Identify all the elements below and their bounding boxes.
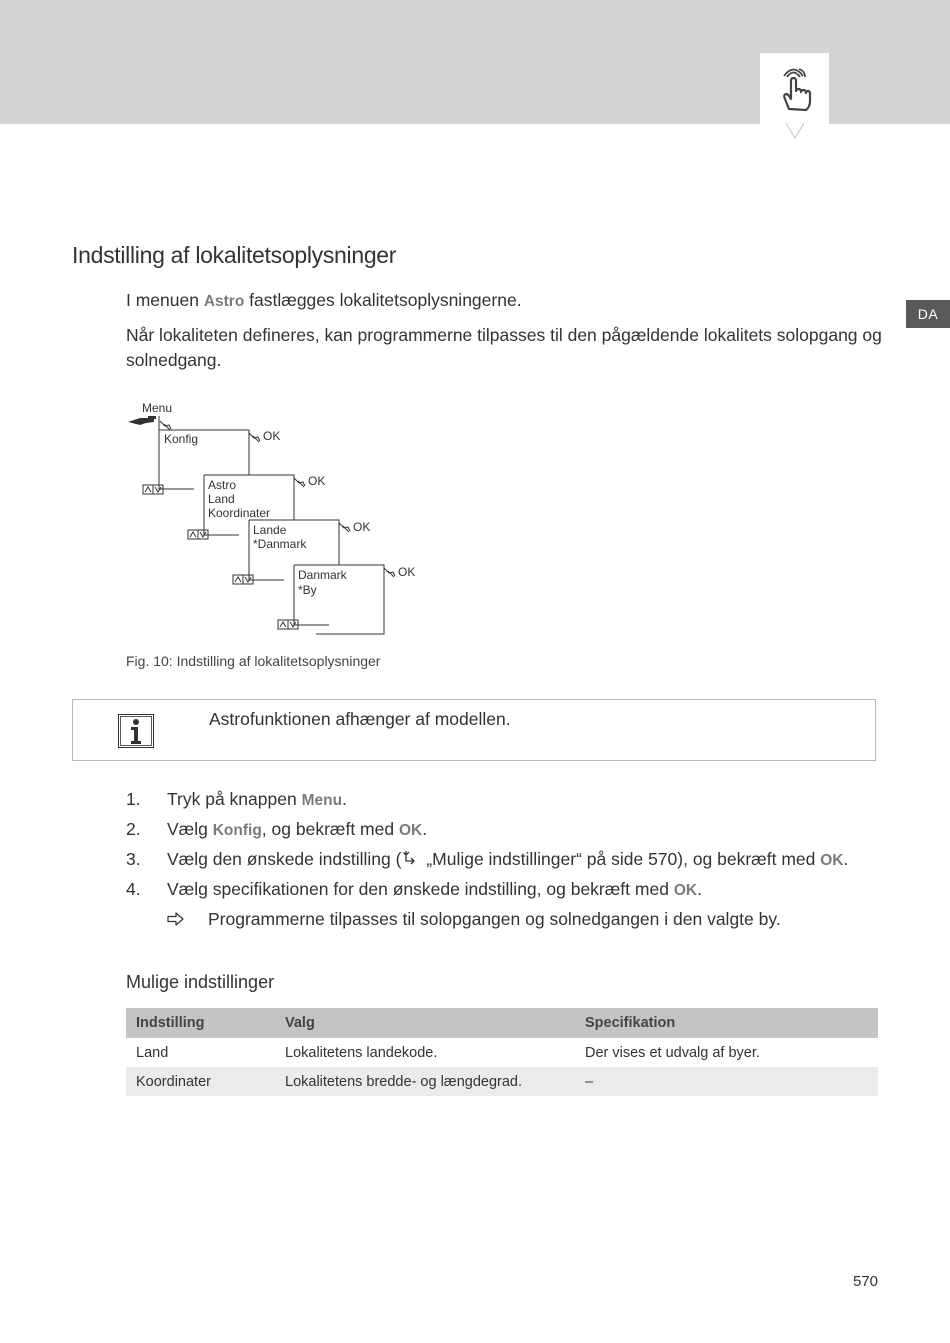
step-text [167, 846, 848, 874]
table-header-row [126, 1008, 878, 1038]
tab-pointer [786, 123, 804, 139]
diagram-box4-line1: Danmark [298, 568, 347, 582]
result-arrow-icon [167, 912, 185, 926]
table-cell: – [575, 1067, 878, 1096]
diagram-menu-label: Menu [142, 401, 173, 415]
menu-navigation-diagram [126, 398, 426, 638]
step-text-part: , og bekræft med [261, 819, 399, 839]
step-text [167, 786, 347, 814]
cross-reference-icon[interactable] [403, 850, 419, 866]
menu-button-keyword: Menu [301, 792, 343, 809]
step-text-part: . [843, 849, 849, 869]
step-number: 4. [126, 879, 141, 899]
diagram-box1-line1: Konfig [164, 432, 199, 446]
column-header-choice: Valg [275, 1008, 575, 1038]
step-text-part: Vælg specifikationen for den ønskede indstilling, og bekræft med [167, 879, 674, 899]
column-header-specification: Specifikation [575, 1008, 878, 1038]
step-text-part: Vælg den ønskede indstilling ( [167, 849, 402, 869]
description-line-1: Når lokaliteten defineres, kan programmerne tilpasses til den pågældende lokalitets solopgang og [126, 325, 882, 345]
table-cell: Der vises et udvalg af byer. [585, 1044, 760, 1061]
page-number: 570 [853, 1273, 879, 1290]
result-text: Programmerne tilpasses til solopgangen og solnedgangen i den valgte by. [208, 909, 781, 929]
note-text: Astrofunktionen afhænger af modellen. [209, 709, 511, 729]
diagram-ok-1: OK [263, 429, 281, 443]
step-text-part: Tryk på knappen [167, 789, 302, 809]
step-text-part: Vælg [167, 819, 213, 839]
diagram-box2-line3: Koordinater [208, 506, 271, 520]
intro-paragraph [126, 288, 522, 314]
info-icon [118, 714, 154, 748]
diagram-box4-line2: *By [298, 583, 317, 597]
step-number: 2. [126, 819, 141, 839]
diagram-ok-3: OK [353, 520, 371, 534]
diagram-ok-2: OK [308, 474, 326, 488]
step-text-part: . [422, 819, 428, 839]
steps-list [126, 786, 886, 906]
diagram-box3-line1: Lande [253, 523, 287, 537]
table-title: Mulige indstillinger [126, 972, 275, 992]
step-text [167, 876, 702, 904]
table-cell: Koordinater [126, 1067, 275, 1096]
ok-keyword: OK [820, 852, 844, 869]
menu-hand-icon [128, 416, 156, 425]
step-item [126, 816, 886, 846]
page-title: Indstilling af lokalitetsoplysninger [72, 242, 397, 268]
description-line-2: solnedgang. [126, 350, 222, 370]
table-cell: Lokalitetens bredde- og længdegrad. [275, 1067, 575, 1096]
table-cell: Land [136, 1044, 169, 1061]
step-number: 1. [126, 789, 141, 809]
note-box [72, 699, 876, 761]
cross-reference-link[interactable]: „Mulige indstillinger“ på side 570), og bekræft med [421, 849, 821, 869]
touch-hand-icon [760, 53, 829, 124]
diagram-box2-line1: Astro [208, 478, 237, 492]
ok-keyword: OK [398, 822, 423, 839]
diagram-ok-4: OK [398, 565, 416, 579]
step-item [126, 786, 886, 816]
step-number: 3. [126, 849, 141, 869]
diagram-box3-line2: *Danmark [253, 537, 307, 551]
diagram-box2-line2: Land [208, 492, 235, 506]
settings-table [126, 1008, 878, 1096]
intro-suffix: fastlægges lokalitetsoplysningerne. [244, 290, 522, 310]
figure-caption: Fig. 10: Indstilling af lokalitetsoplysninger [126, 653, 381, 669]
ok-keyword: OK [673, 882, 698, 899]
step-item [126, 876, 886, 906]
step-text-part: . [697, 879, 702, 899]
step-text [167, 816, 427, 844]
language-tab[interactable]: DA [906, 300, 950, 328]
column-header-setting: Indstilling [126, 1008, 275, 1038]
konfig-keyword: Konfig [212, 822, 262, 839]
table-cell: Lokalitetens landekode. [285, 1044, 438, 1061]
table-row [126, 1038, 878, 1067]
step-item [126, 846, 886, 876]
intro-prefix: I menuen [126, 290, 204, 310]
menu-keyword: Astro [203, 293, 245, 310]
step-text-part: . [342, 789, 347, 809]
table-row [126, 1067, 878, 1096]
